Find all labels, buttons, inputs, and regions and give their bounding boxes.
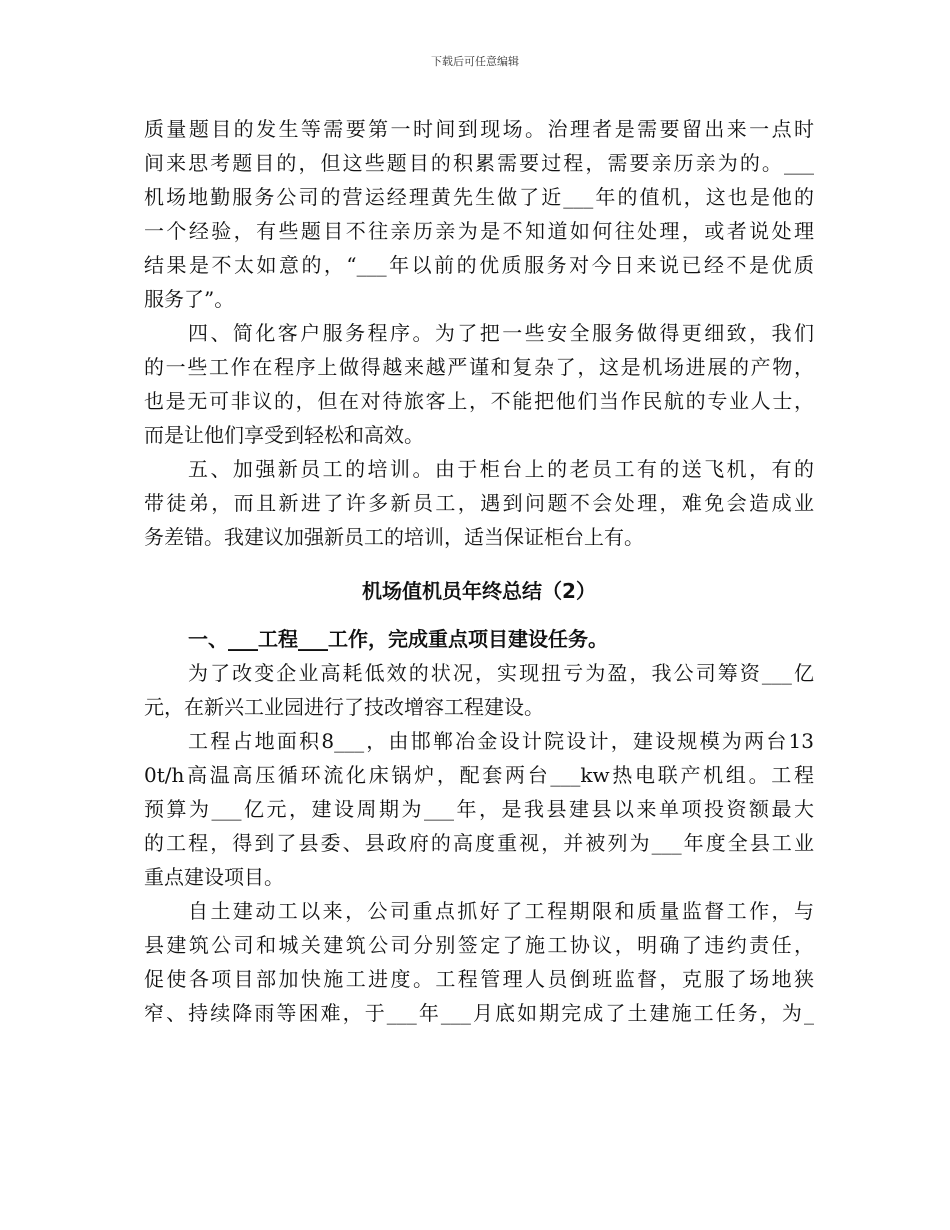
text-line: 五、加强新员工的培训。由于柜台上的老员工有的送飞机，有的 <box>188 457 814 481</box>
text-line: 务差错。我建议加强新员工的培训，适当保证柜台上有。 <box>144 525 644 549</box>
paragraph-continued <box>144 112 814 316</box>
text-line: 工程占地面积8___，由邯郸冶金设计院设计，建设规模为两台13 <box>188 729 814 753</box>
text-line: 质量题目的发生等需要第一时间到现场。治理者是需要留出来一点时 <box>144 117 814 141</box>
text-line: 的一些工作在程序上做得越来越严谨和复杂了，这是机场进展的产物， <box>144 355 814 379</box>
text-line: 的工程，得到了县委、县政府的高度重视，并被列为___年度全县工业 <box>144 831 814 855</box>
paragraph-investment <box>144 656 814 724</box>
document-body <box>144 112 814 1030</box>
text-line: 而是让他们享受到轻松和高效。 <box>144 423 424 447</box>
paragraph-project-scope <box>144 724 814 894</box>
text-line: 为了改变企业高耗低效的状况，实现扭亏为盈，我公司筹资___亿 <box>188 661 814 685</box>
paragraph-construction <box>144 894 814 1030</box>
page-header: 下载后可任意编辑 <box>431 55 519 68</box>
document-title: 机场值机员年终总结（2） <box>362 579 596 603</box>
text-line: 也是无可非议的，但在对待旅客上，不能把他们当作民航的专业人士， <box>144 389 814 413</box>
paragraph-simplify-service <box>144 316 814 452</box>
section-heading: 一、___工程___工作，完成重点项目建设任务。 <box>188 627 608 651</box>
text-line: 重点建设项目。 <box>144 865 284 889</box>
text-line: 带徒弟，而且新进了许多新员工，遇到问题不会处理，难免会造成业 <box>144 491 814 515</box>
text-line: 促使各项目部加快施工进度。工程管理人员倒班监督，克服了场地狭 <box>144 967 814 991</box>
text-line: 结果是不太如意的，“___年以前的优质服务对今日来说已经不是优质 <box>144 253 814 277</box>
text-line: 间来思考题目的，但这些题目的积累需要过程，需要亲历亲为的。___ <box>144 151 814 175</box>
text-line: 四、简化客户服务程序。为了把一些安全服务做得更细致，我们 <box>188 321 814 345</box>
text-line: 服务了”。 <box>144 287 235 311</box>
text-line: 一个经验，有些题目不往亲历亲为是不知道如何往处理，或者说处理 <box>144 219 814 243</box>
text-line: 自土建动工以来，公司重点抓好了工程期限和质量监督工作，与 <box>188 899 814 923</box>
text-line: 0t/h高温高压循环流化床锅炉，配套两台___kw热电联产机组。工程 <box>144 763 814 787</box>
paragraph-training <box>144 452 814 554</box>
text-line: 机场地勤服务公司的营运经理黄先生做了近___年的值机，这也是他的 <box>144 185 814 209</box>
text-line: 县建筑公司和城关建筑公司分别签定了施工协议，明确了违约责任， <box>144 933 814 957</box>
text-line: 窄、持续降雨等困难，于___年___月底如期完成了土建施工任务，为_ <box>144 1001 814 1025</box>
text-line: 元，在新兴工业园进行了技改增容工程建设。 <box>144 695 544 719</box>
text-line: 预算为___亿元，建设周期为___年，是我县建县以来单项投资额最大 <box>144 797 814 821</box>
